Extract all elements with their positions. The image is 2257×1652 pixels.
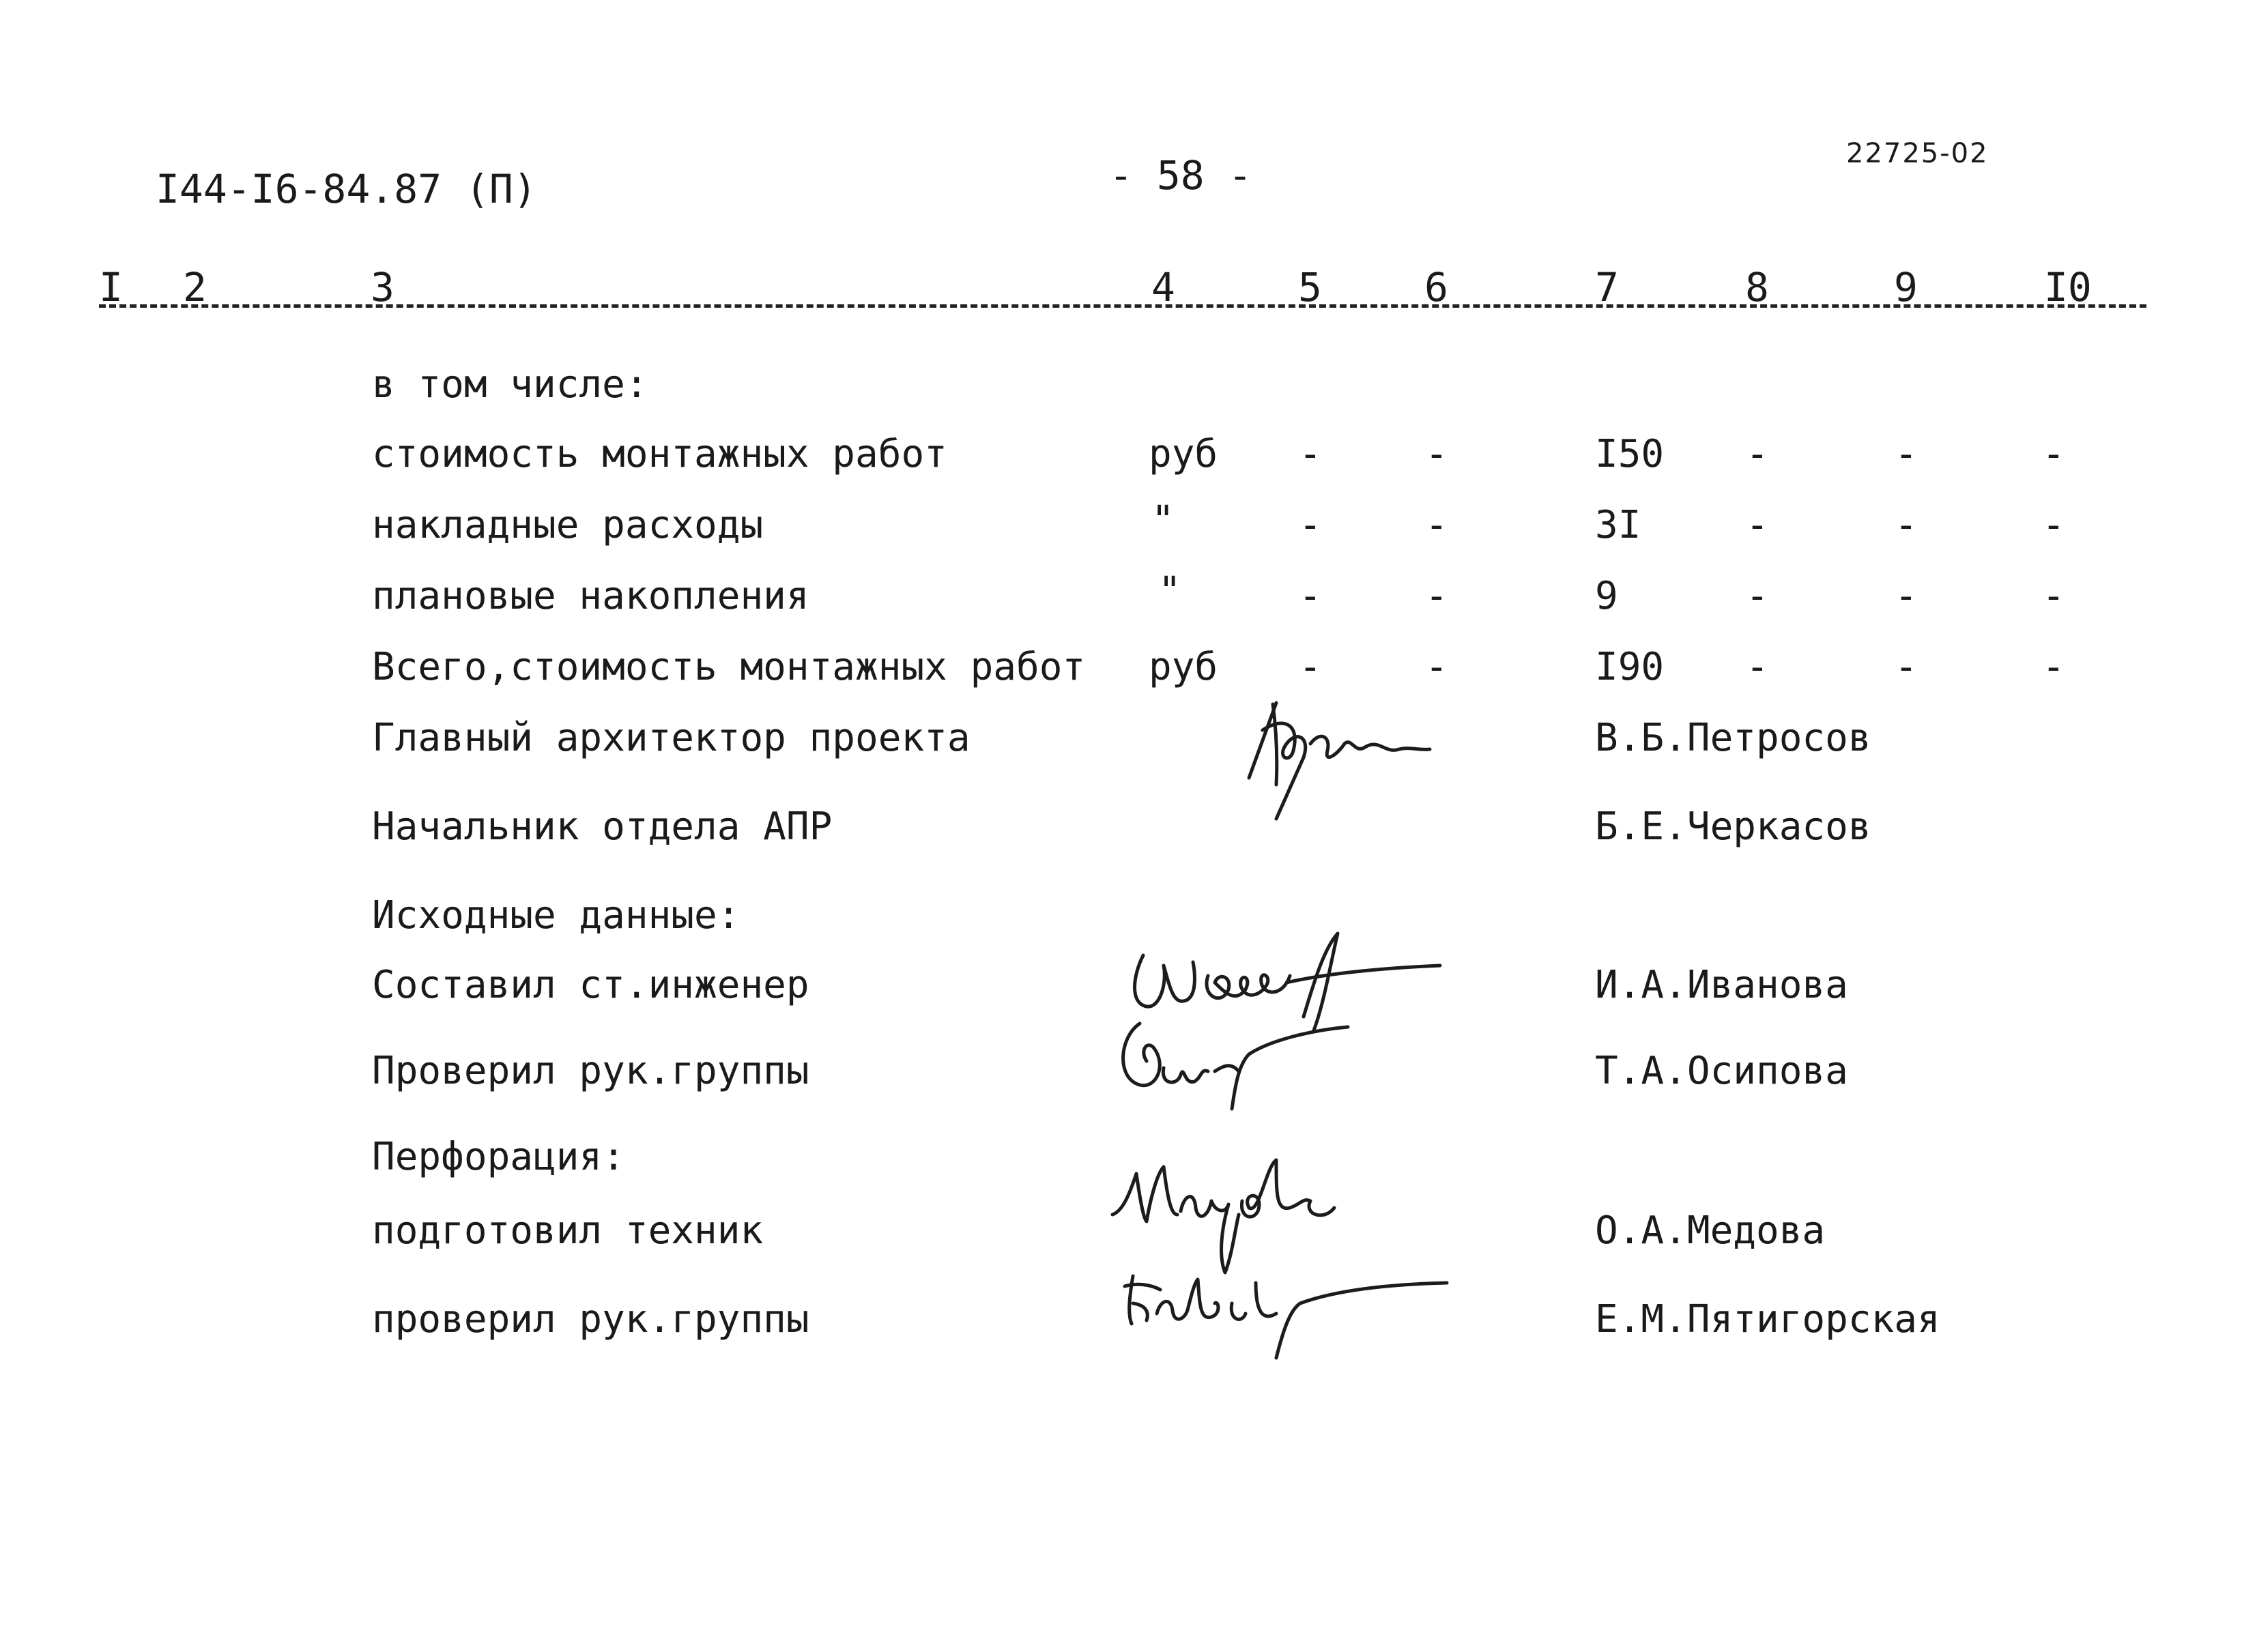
signature-osipova [1112, 1010, 1358, 1119]
row-col10: - [2042, 503, 2065, 547]
row-label: плановые накопления [372, 574, 809, 618]
row-col9: - [1895, 574, 1918, 618]
row-col6: - [1425, 503, 1448, 547]
column-header-5: 5 [1298, 264, 1322, 310]
registry-number: 22725-02 [1846, 138, 1989, 169]
column-header-1: I [99, 264, 123, 310]
signatory-name: Б.Е.Черкасов [1595, 805, 1871, 849]
signatory-name: В.Б.Петросов [1595, 716, 1871, 760]
row-col9: - [1895, 503, 1918, 547]
column-header-7: 7 [1595, 264, 1619, 310]
row-col8: - [1746, 503, 1769, 547]
row-col10: - [2042, 432, 2065, 476]
row-col6: - [1425, 432, 1448, 476]
row-col6: - [1425, 645, 1448, 689]
row-col7: 9 [1595, 574, 1618, 618]
row-col9: - [1895, 432, 1918, 476]
row-col8: - [1746, 645, 1769, 689]
row-col5: - [1299, 645, 1322, 689]
row-col10: - [2042, 645, 2065, 689]
row-col5: - [1299, 503, 1322, 547]
signatory-name: И.А.Иванова [1595, 963, 1848, 1007]
row-unit: " [1151, 498, 1175, 542]
document-code: I44-I6-84.87 (П) [156, 166, 537, 212]
signatory-name: О.А.Медова [1595, 1208, 1826, 1253]
row-col5: - [1299, 574, 1322, 618]
column-header-2: 2 [183, 264, 207, 310]
row-col7: I90 [1595, 645, 1665, 689]
row-col9: - [1895, 645, 1918, 689]
row-unit: руб [1149, 432, 1218, 476]
signatory-name: Е.М.Пятигорская [1595, 1297, 1940, 1342]
column-header-10: I0 [2044, 264, 2092, 310]
row-col8: - [1746, 574, 1769, 618]
signatory-role: Исходные данные: [372, 893, 741, 938]
signatory-role: Составил ст.инженер [372, 963, 809, 1007]
row-col8: - [1746, 432, 1769, 476]
row-col5: - [1299, 432, 1322, 476]
page-number: - 58 - [1109, 152, 1252, 199]
column-header-3: 3 [371, 264, 394, 310]
signatory-role: Главный архитектор проекта [372, 716, 971, 760]
row-label: накладные расходы [372, 503, 764, 547]
signatory-role: проверил рук.группы [372, 1297, 809, 1342]
row-col7: I50 [1595, 432, 1665, 476]
column-header-4: 4 [1151, 264, 1175, 310]
column-header-6: 6 [1424, 264, 1448, 310]
signatory-name: Т.А.Осипова [1595, 1049, 1848, 1093]
column-header-8: 8 [1745, 264, 1769, 310]
row-col7: 3I [1595, 503, 1641, 547]
row-col6: - [1425, 574, 1448, 618]
signature-pyatigorskaya [1119, 1256, 1454, 1365]
signature-petrosov [1235, 689, 1433, 826]
row-label: Всего,стоимость монтажных работ [372, 645, 1086, 689]
column-header-9: 9 [1894, 264, 1918, 310]
row-col10: - [2042, 574, 2065, 618]
signatory-role: подготовил техник [372, 1208, 764, 1253]
column-header-divider [99, 304, 2146, 308]
signatory-role: Начальник отдела АПР [372, 805, 833, 849]
row-label: стоимость монтажных работ [372, 432, 947, 476]
row-label: в том числе: [372, 362, 648, 407]
signatory-role: Перфорация: [372, 1135, 625, 1179]
row-unit: " [1158, 569, 1181, 613]
row-unit: руб [1149, 645, 1218, 689]
signatory-role: Проверил рук.группы [372, 1049, 809, 1093]
